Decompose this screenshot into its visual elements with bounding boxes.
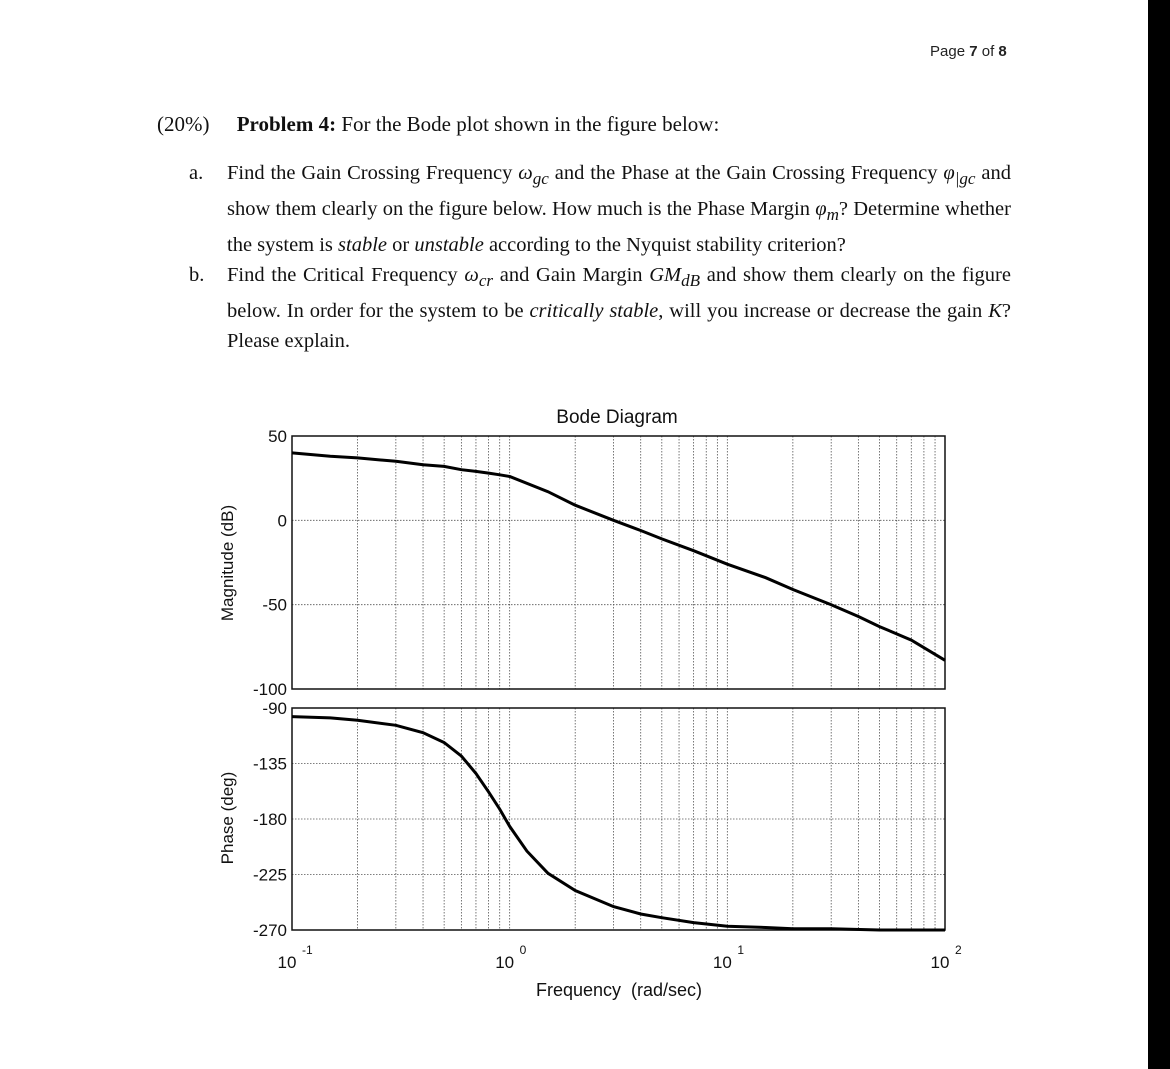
symbol-omega: ω xyxy=(518,162,533,184)
part-b-text-3: and show them clearly on the figure below. In order for the system to be xyxy=(227,264,1011,323)
magnitude-tick-label: 0 xyxy=(277,511,287,531)
part-a-label: a. xyxy=(189,162,204,184)
page-number: Page 7 of 8 xyxy=(930,43,1007,60)
part-b-text-2: and Gain Margin xyxy=(493,264,650,287)
phase-tick-label: -270 xyxy=(252,921,287,940)
part-b-text-4: , will you increase or decrease the gain xyxy=(658,300,989,323)
part-a-text-4: ? Determine whether the system is xyxy=(227,198,1011,257)
phase-axis-label: Phase (deg) xyxy=(218,771,237,865)
x-tick-label: 10 xyxy=(712,953,732,972)
phase-tick-label: -225 xyxy=(252,865,287,885)
problem-text: For the Bode plot shown in the figure below: xyxy=(341,112,720,136)
x-tick-label: 10 xyxy=(495,953,515,972)
phase-series-line xyxy=(292,717,945,930)
emphasis-critically-stable: critically stable xyxy=(529,300,659,323)
subscript-m: m xyxy=(826,205,839,225)
magnitude-tick-label: 50 xyxy=(268,427,287,446)
symbol-phi-m: φ xyxy=(815,198,827,221)
x-tick-labels xyxy=(278,943,962,972)
symbol-omega-cr: ω xyxy=(464,264,479,287)
magnitude-axis-label: Magnitude (dB) xyxy=(218,504,237,622)
x-tick-label: 10 xyxy=(277,953,297,972)
x-axis-label: Frequency (rad/sec) xyxy=(535,980,703,1000)
phase-grid xyxy=(292,708,945,930)
magnitude-axes-frame xyxy=(292,436,945,689)
x-tick-exponent: 0 xyxy=(519,943,527,957)
symbol-gm: GM xyxy=(649,264,682,287)
phase-tick-label: -135 xyxy=(252,754,287,774)
subscript-cr: cr xyxy=(478,271,494,291)
magnitude-tick-label: -50 xyxy=(262,595,287,615)
part-b-label: b. xyxy=(189,264,205,287)
x-tick-exponent: 1 xyxy=(737,943,745,957)
emphasis-stable: stable xyxy=(338,234,388,257)
symbol-k: K xyxy=(988,300,1002,323)
subscript-gc: gc xyxy=(532,169,549,189)
emphasis-unstable: unstable xyxy=(414,234,484,257)
magnitude-grid xyxy=(292,436,945,689)
problem-title: Problem 4: xyxy=(236,112,337,136)
subscript-db: dB xyxy=(681,271,701,291)
symbol-phi: φ xyxy=(943,162,955,184)
part-b-text-1: Find the Critical Frequency xyxy=(227,264,465,287)
magnitude-tick-label: -100 xyxy=(252,680,287,699)
part-a-text-3: and show them clearly on the figure below. How much is the Phase Margin xyxy=(227,162,1011,221)
phase-tick-label: -90 xyxy=(262,699,287,718)
part-a-text-2: and the Phase at the Gain Crossing Frequency xyxy=(548,162,944,184)
magnitude-series-line xyxy=(292,453,945,660)
part-a-text-1: Find the Gain Crossing Frequency xyxy=(227,162,519,184)
chart-title: Bode Diagram xyxy=(556,407,678,428)
x-tick-exponent: -1 xyxy=(302,943,313,957)
phase-tick-label: -180 xyxy=(252,810,287,829)
part-b-text-5: ? Please explain. xyxy=(227,300,1011,353)
x-tick-exponent: 2 xyxy=(955,943,962,957)
subscript-lgc: |gc xyxy=(954,169,976,189)
magnitude-tick-labels xyxy=(253,427,287,699)
part-a-text-6: according to the Nyquist stability criterion? xyxy=(483,234,846,257)
part-a-text-5: or xyxy=(387,234,415,257)
x-tick-label: 10 xyxy=(930,953,950,972)
problem-weight: (20%) xyxy=(157,112,210,136)
phase-tick-labels xyxy=(253,699,287,940)
